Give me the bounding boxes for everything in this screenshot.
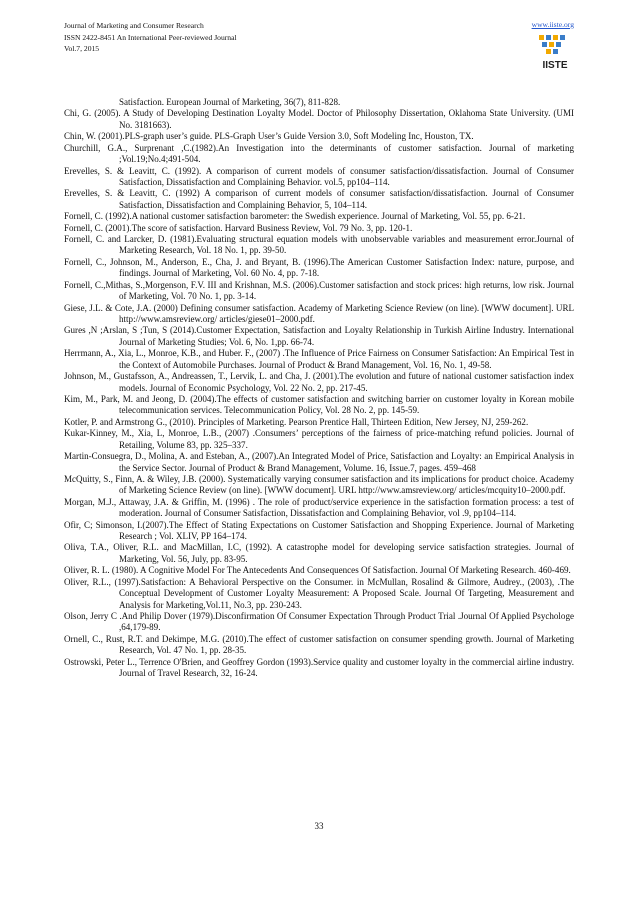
reference-item: Kukar-Kinney, M., Xia, L, Monroe, L.B., (2007) .Consumers’ perceptions of the fairness of price-matching refund policies. Journal of Retailing, Volume 83, pp. 325–337. xyxy=(64,428,574,450)
reference-item: Giese, J.L. & Cote, J.A. (2000) Defining consumer satisfaction. Academy of Marketing Science Review (on line). [WWW document]. URL http://www.amsreview.org/ articles/giese01–2000.pdf. xyxy=(64,302,574,325)
page-number: 33 xyxy=(314,821,324,831)
reference-item: Chi, G. (2005). A Study of Developing Destination Loyalty Model. Doctor of Philosophy Dissertation, Oklahoma State University. (UMI No. 3181663). xyxy=(64,108,574,130)
reference-item: Fornell, C. and Larcker, D. (1981).Evaluating structural equation models with unobservable variables and measurement error.Journal of Marketing Research, Vol. 18 No. 1, pp. 39-50. xyxy=(64,234,574,256)
journal-issn: ISSN 2422-8451 An International Peer-reviewed Journal xyxy=(64,32,237,42)
reference-item: Martin-Consuegra, D., Molina, A. and Esteban, A., (2007).An Integrated Model of Price, Satisfaction and Loyalty: an Empirical Analysis in the Service Sector. Journal of Product & Brand Management, Volume. 16, Issue.7, pages. 459–468 xyxy=(64,451,574,473)
reference-item: Gures ,N ;Arslan, S ;Tun, S (2014).Customer Expectation, Satisfaction and Loyalty Relationship in Turkish Airline Industry. International Journal of Marketing Studies; Vol. 6, No. 1,pp. 66-74. xyxy=(64,325,574,347)
reference-item: Morgan, M.J., Attaway, J.A. & Griffin, M. (1996) . The role of product/service experience in the satisfaction formation process: a test of moderation. Journal of Consumer Satisfaction, Dissatisfaction and Complaining Behavior, vol .9, pp104–114. xyxy=(64,496,574,519)
reference-item: Satisfaction. European Journal of Marketing, 36(7), 811-828. xyxy=(119,97,341,107)
reference-item: Fornell, C., Johnson, M., Anderson, E., Cha, J. and Bryant, B. (1996).The American Customer Satisfaction Index: nature, purpose, and findings. Journal of Marketing, Vol. 60 No. 4, pp. 7-18. xyxy=(64,256,574,279)
reference-item: Olson, Jerry C .And Philip Dover (1979).Disconfirmation Of Consumer Expectation Through Product Trial .Journal Of Applied Psychologe ,64,179-89. xyxy=(64,610,574,633)
journal-volume: Vol.7, 2015 xyxy=(64,44,100,53)
iiste-logo xyxy=(536,33,574,73)
reference-item: Churchill, G.A., Surprenant ,C.(1982).An Investigation into the determinants of customer satisfaction. Journal of marketing ;Vol.19;No.4;491-504. xyxy=(64,142,574,165)
journal-website-link[interactable]: www.iiste.org xyxy=(531,20,574,29)
reference-item: Fornell, C.,Mithas, S.,Morgenson, F.V. III and Krishnan, M.S. (2006).Customer satisfaction and stock prices: high returns, low risk. Journal of Marketing, Vol. 70 No. 1, pp. 3-14. xyxy=(64,279,574,302)
reference-item: Erevelles, S. & Leavitt, C. (1992) A comparison of current models of consumer satisfaction/dissatisfaction. Journal of Consumer Satisfaction, Dissatisfaction and Complaining Behavior, 5, 104–114. xyxy=(64,188,574,210)
reference-item: Oliver, R. L. (1980). A Cognitive Model For The Antecedents And Consequences Of Satisfaction. Journal Of Marketing Research. 460-469. xyxy=(64,565,571,576)
reference-item: Oliver, R.L., (1997).Satisfaction: A Behavioral Perspective on the Consumer. in McMullan, Rosalind & Gilmore, Audrey., (2003), .The Conceptual Development of Customer Loyalty Measurement: A Proposed Scale. Journal Of Targeting, Measurement and Analysis for Marketing,Vol.11, No.3, pp. 230-243. xyxy=(64,576,574,610)
reference-item: Herrmann, A., Xia, L., Monroe, K.B., and Huber. F., (2007) .The Influence of Price Fairness on Consumer Satisfaction: An Empirical Test in the Context of Automobile Purchases. Journal of Product & Brand Management, Vol. 16, No. 1, 49-58. xyxy=(64,348,574,370)
page-header xyxy=(64,20,574,84)
reference-item: Fornell, C. (1992).A national customer satisfaction barometer: the Swedish experience. Journal of Marketing, Vol. 55, pp. 6-21. xyxy=(64,211,526,222)
reference-list xyxy=(64,97,574,680)
reference-item: Kim, M., Park, M. and Jeong, D. (2004).The effects of customer satisfaction and switching barrier on customer loyalty in Korean mobile telecommunication services. Telecommunication Policy, Vol. 28 No. 2, pp. 145-59. xyxy=(64,393,574,416)
reference-item: Ostrowski, Peter L., Terrence O'Brien, and Geoffrey Gordon (1993).Service quality and customer loyalty in the commercial airline industry. Journal of Travel Research, 32, 16-24. xyxy=(64,656,574,679)
reference-item: Ornell, C., Rust, R.T. and Dekimpe, M.G. (2010).The effect of customer satisfaction on consumer spending growth. Journal of Marketing Research, Vol. 47 No. 1, pp. 28-35. xyxy=(64,633,574,656)
reference-item: Chin, W. (2001).PLS-graph user’s guide. PLS-Graph User’s Guide Version 3.0, Soft Modeling Inc, Houston, TX. xyxy=(64,131,474,142)
logo-text: IISTE xyxy=(542,60,568,71)
reference-item: Oliva, T.A., Oliver, R.L. and MacMillan, I.C, (1992). A catastrophe model for developing service satisfaction strategies. Journal of Marketing, Vol. 56, July, pp. 83-95. xyxy=(64,542,574,564)
reference-item: Erevelles, S. & Leavitt, C. (1992). A comparison of current models of consumer satisfaction/dissatisfaction. Journal of Consumer Satisfaction, Dissatisfaction and Complaining Behavior. vol.5, pp104–114. xyxy=(64,165,574,187)
reference-item: Ofir, C; Simonson, I.(2007).The Effect of Stating Expectations on Customer Satisfaction and Shopping Experience. Journal of Marketing Research ; Vol. XLIV, PP 164–174. xyxy=(64,519,574,542)
reference-item: Kotler, P. and Armstrong G., (2010). Principles of Marketing. Pearson Prentice Hall, Thirteen Edition, New Jersey, NJ, 259-262. xyxy=(64,416,529,427)
reference-item: Johnson, M., Gustafsson, A., Andreassen, T., Lervik, L. and Cha, J. (2001).The evolution and future of national customer satisfaction index models. Journal of Economic Psychology, Vol. 22 No. 2, pp. 217-45. xyxy=(64,371,574,393)
reference-item: McQuitty, S., Finn, A. & Wiley, J.B. (2000). Systematically varying consumer satisfaction and its implications for product choice. Academy of Marketing Science Review (on line). [WWW document]. URL http://www.amsreview.org/ articles/mcquity10–2000.pdf. xyxy=(64,473,574,496)
reference-item: Fornell, C. (2001).The score of satisfaction. Harvard Business Review, Vol. 79 No. 3, pp. 120-1. xyxy=(64,222,413,233)
journal-name: Journal of Marketing and Consumer Research xyxy=(64,21,204,30)
